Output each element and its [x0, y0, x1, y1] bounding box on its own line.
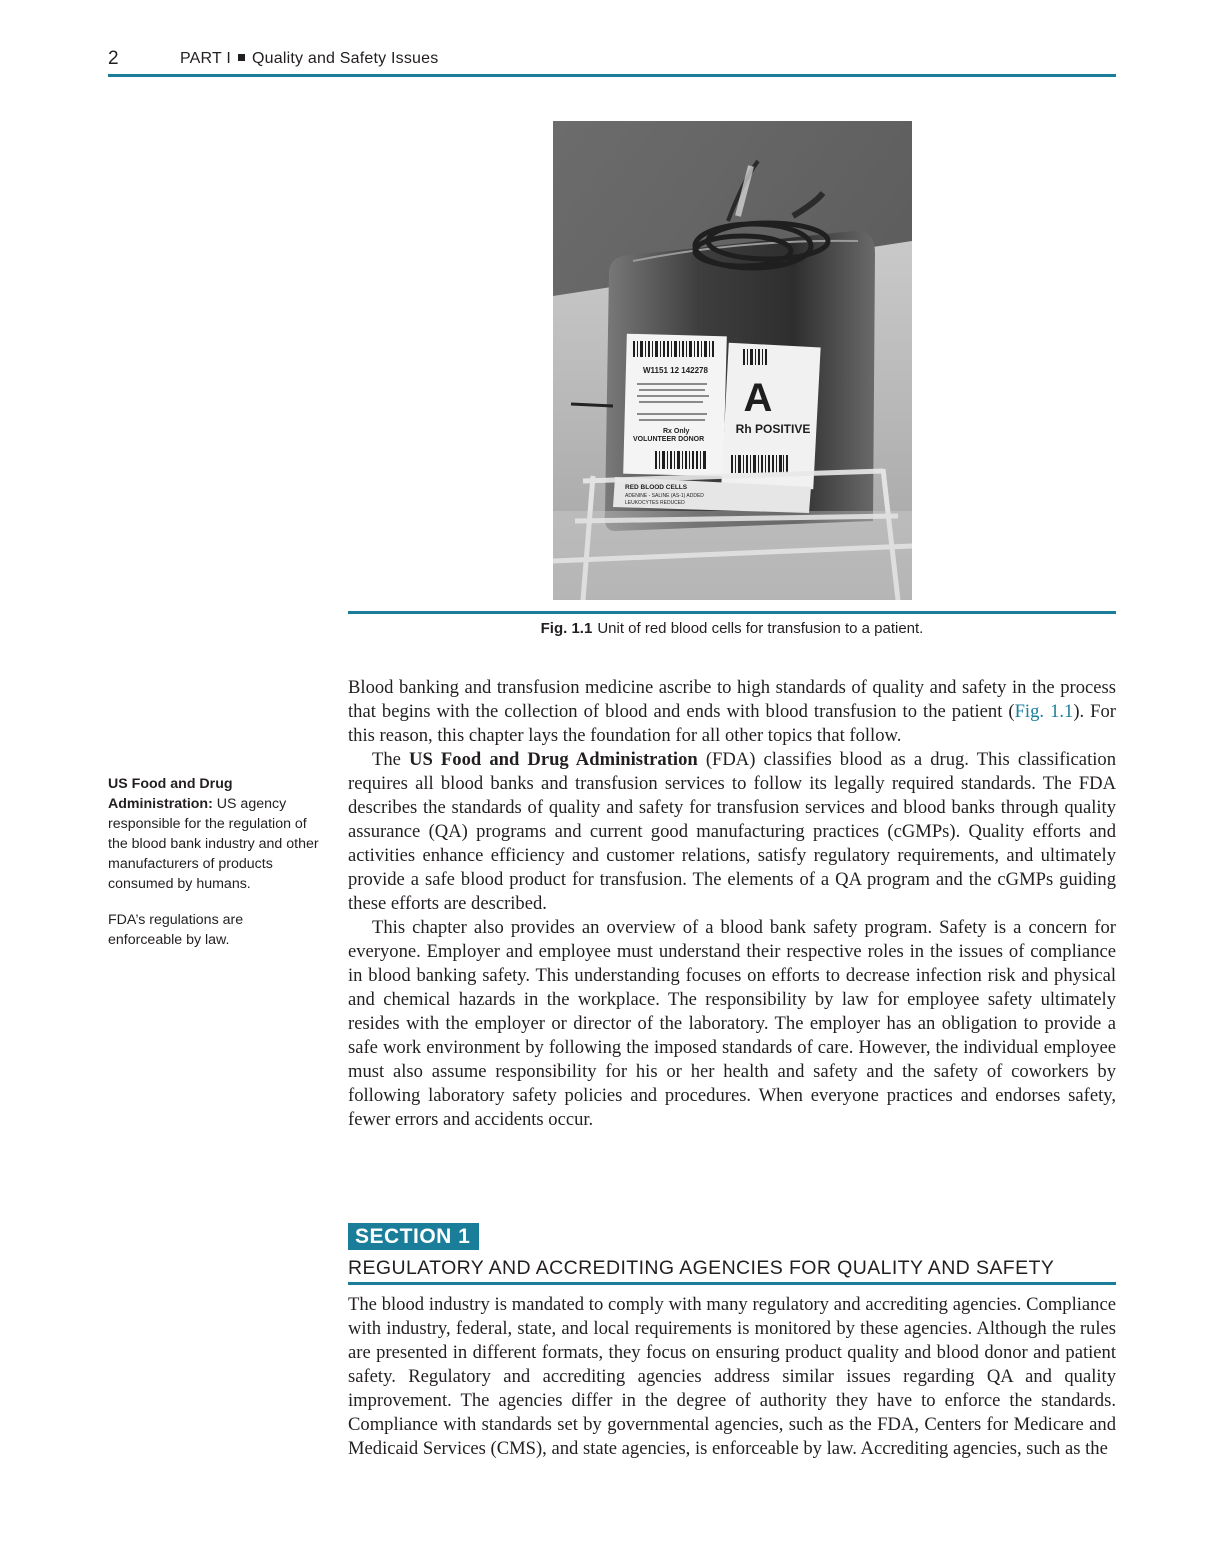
key-term: US Food and Drug Administration: [409, 749, 698, 770]
body-paragraph-2: [348, 748, 1116, 916]
body-paragraph-1: [348, 676, 1116, 748]
figure-rule: [348, 611, 1116, 614]
body-text: [348, 676, 1116, 1132]
page-header: [108, 46, 1116, 78]
bag-donor-type: VOLUNTEER DONOR: [633, 436, 705, 443]
part-title: Quality and Safety Issues: [252, 50, 439, 67]
bag-blood-group: A: [743, 376, 773, 420]
part-label: PART I: [180, 50, 231, 67]
figure-caption: [348, 620, 1116, 637]
figure-caption-label: Fig. 1.1: [540, 620, 593, 637]
body-text-span: Blood banking and transfusion medicine ascribe to high standards of quality and safety in the process that begins with the collection of blood and ends with blood transfusion to the patient (: [348, 677, 1116, 722]
margin-note-secondary: FDA’s regulations are enforceable by law.: [108, 912, 244, 948]
figure-cross-reference-link[interactable]: Fig. 1.1: [1014, 701, 1074, 722]
margin-note-definition-block: [108, 774, 320, 894]
figure-photo-blood-bag: [553, 121, 912, 600]
section-paragraph-1: The blood industry is mandated to comply with many regulatory and accrediting agencies. Compliance with industry, federal, state, and local requirements is monitored by these agencies. Although the rules are presented in different formats, they focus on ensuring product quality and blood donor and patient safety. Regulatory and accrediting agencies address similar issues regarding QA and quality improvement. The agencies differ in the degree of authority they have to enforce the standards. Compliance with standards set by governmental agencies, such as the FDA, Centers for Medicare and Medicaid Services (CMS), and state agencies, is enforceable by law. Accrediting agencies, such as the: [348, 1294, 1116, 1459]
section-rule: [348, 1282, 1116, 1285]
running-head: [180, 50, 438, 68]
bag-product-name: RED BLOOD CELLS: [625, 484, 688, 491]
bag-product-additive: ADENINE - SALINE (AS-1) ADDED: [625, 493, 704, 499]
body-text-span: (FDA) classifies blood as a drug. This classification requires all blood banks and transfusion services to follow its legally required standards. The FDA describes the standards of quality and safety for transfusion services and blood banks through quality assurance (QA) programs and current good manufacturing practices (cGMPs). Quality efforts and activities enhance efficiency and customer relations, satisfy regulatory requirements, and ultimately provide a safe blood product for transfusion. The elements of a QA program and the cGMPs guiding these efforts are described.: [348, 749, 1116, 914]
section-badge: SECTION 1: [348, 1223, 479, 1250]
body-paragraph-3: This chapter also provides an overview of a blood bank safety program. Safety is a concern for everyone. Employer and employee must understand their respective roles in the issues of compliance in blood banking safety. This understanding focuses on efforts to decrease infection risk and physical and chemical hazards in the workplace. The responsibility by law for employee safety ultimately resides with the employer or director of the laboratory. The employer has an obligation to provide a safe work environment by following the imposed standards of care. However, the individual employee must also assume responsibility for his or her health and safety and the safety of coworkers by following laboratory safety policies and procedures. When everyone practices and endorses safety, fewer errors and accidents occur.: [348, 917, 1116, 1130]
bag-rx: Rx Only: [663, 428, 690, 435]
page-number: 2: [108, 48, 119, 69]
bag-product-modifier: LEUKOCYTES REDUCED: [625, 500, 685, 506]
margin-note-term: US Food and Drug Administration:: [108, 776, 233, 812]
body-text-span: The: [372, 749, 410, 770]
square-bullet-icon: [238, 54, 245, 61]
margin-note: [108, 774, 320, 966]
header-rule: [108, 74, 1116, 77]
section-body-text: [348, 1293, 1116, 1461]
section-heading: REGULATORY AND ACCREDITING AGENCIES FOR QUALITY AND SAFETY: [348, 1257, 1055, 1279]
body-text-span: ). For this reason, this chapter lays the foundation for all other topics that follow.: [348, 701, 1117, 746]
bag-rh-type: Rh POSITIVE: [735, 422, 811, 436]
figure-caption-text: Unit of red blood cells for transfusion to a patient.: [597, 620, 924, 637]
margin-note-definition: US agency responsible for the regulation of the blood bank industry and other manufacturers of products consumed by humans.: [108, 796, 319, 892]
bag-unit-number: W1151 12 142278: [643, 366, 708, 375]
